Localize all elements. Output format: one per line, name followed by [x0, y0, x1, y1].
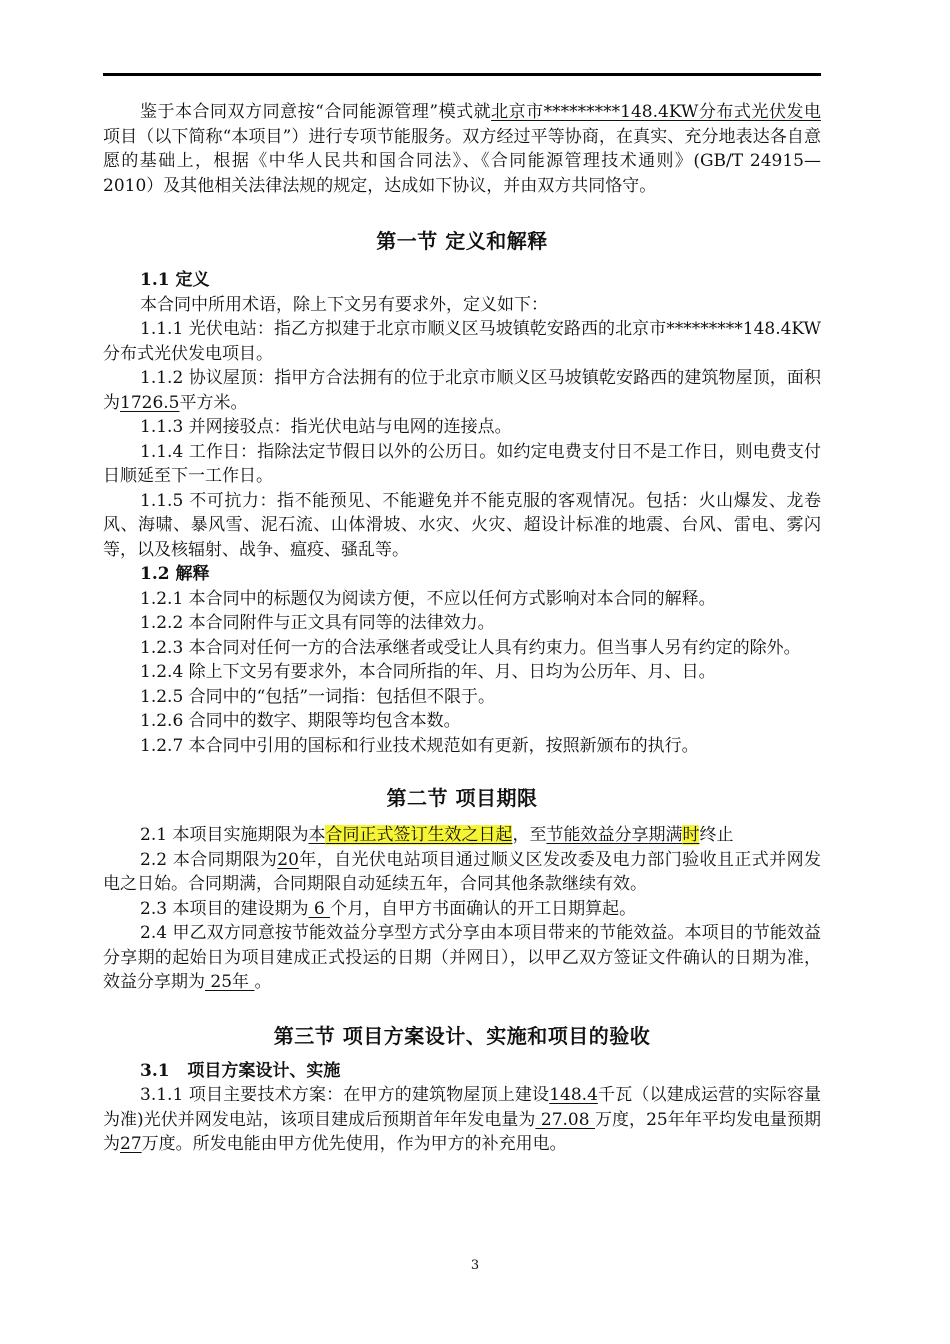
clause-1-1-2: 1.1.2 协议屋顶：指甲方合法拥有的位于北京市顺义区马坡镇乾安路西的建筑物屋顶，面积为1726.5平方米。 [103, 368, 821, 413]
section-2-title: 第二节 项目期限 [386, 786, 538, 810]
capacity-kw: 148.4 [549, 1085, 598, 1105]
clause-2-4: 2.4 甲乙双方同意按节能效益分享型方式分享由本项目带来的节能效益。本项目的节能效益分享期的起始日为项目建成正式投运的日期（并网日），以甲乙双方签证文件确认的日期为准，效益分享期为 25年 。 [103, 923, 821, 992]
page-number: 3 [470, 1258, 480, 1273]
clause-3-1-1: 3.1.1 项目主要技术方案：在甲方的建筑物屋顶上建设148.4千瓦（以建成运营的实际容量为准)光伏并网发电站，该项目建成后预期首年年发电量为 27.08 万度，25年年平均发电量预期为27万度。所发电能由甲方优先使用，作为甲方的补充用电。 [103, 1085, 821, 1154]
page-content [103, 100, 821, 1157]
highlighted-end-term: 时 [682, 825, 700, 845]
intro-paragraph [103, 100, 821, 198]
header-rule [103, 73, 821, 76]
clause-1-2-6: 1.2.6 合同中的数字、期限等均包含本数。 [140, 711, 461, 731]
section-3-title: 第三节 项目方案设计、实施和项目的验收 [273, 1023, 651, 1048]
clause-1-1-1: 1.1.1 光伏电站：指乙方拟建于北京市顺义区马坡镇乾安路西的北京市*********148.4KW分布式光伏发电项目。 [103, 319, 821, 364]
clause-1-2-3: 1.2.3 本合同对任何一方的合法承继者或受让人具有约束力。但当事人另有约定的除外。 [140, 637, 801, 658]
subsection-1-1-heading: 1.1 定义 [140, 270, 210, 290]
first-year-output: 27.08 [535, 1109, 595, 1130]
start-term: 本合同正式签订生效之日起 [308, 825, 513, 845]
definitions-intro: 本合同中所用术语，除上下文另有要求外，定义如下： [140, 294, 548, 315]
clause-2-3: 2.3 本项目的建设期为 6 个月，自甲方书面确认的开工日期算起。 [140, 898, 637, 919]
clause-1-2-7: 1.2.7 本合同中引用的国标和行业技术规范如有更新，按照新颁布的执行。 [140, 735, 699, 756]
intro-text: 鉴于本合同双方同意按“合同能源管理”模式就 [140, 102, 492, 122]
sharing-period: 25年 [205, 972, 255, 992]
clause-1-2-4: 1.2.4 除上下文另有要求外，本合同所指的年、月、日均为公历年、月、日。 [140, 662, 716, 682]
clause-2-1: 2.1 本项目实施期限为本合同正式签订生效之日起，至节能效益分享期满时终止 [140, 825, 734, 845]
intro-text-cont: 项目（以下简称“本项目”）进行专项节能服务。双方经过平等协商，在真实、充分地表达各自意愿的基础上，根据《中华人民共和国合同法》、《合同能源管理技术通则》(GB/T 24915—2010）及其他相关法律法规的规定，达成如下协议，并由双方共同恪守。 [103, 126, 821, 196]
average-output: 27 [120, 1134, 142, 1154]
clause-2-2: 2.2 本合同期限为20年，自光伏电站项目通过顺义区发改委及电力部门验收且正式并网发电之日始。合同期满，合同期限自动延续五年，合同其他条款继续有效。 [103, 849, 821, 894]
clause-1-1-3: 1.1.3 并网接驳点：指光伏电站与电网的连接点。 [140, 417, 512, 437]
roof-area: 1726.5 [120, 392, 180, 413]
clause-1-2-5: 1.2.5 合同中的“包括”一词指：包括但不限于。 [140, 686, 496, 707]
clause-1-1-5: 1.1.5 不可抗力：指不能预见、不能避免并不能克服的客观情况。包括：火山爆发、龙卷风、海啸、暴风雪、泥石流、山体滑坡、水灾、火灾、超设计标准的地震、台风、雷电、雾闪等，以及核辐射、战争、瘟疫、骚乱等。 [103, 490, 821, 560]
project-name: 北京市*********148.4KW分布式光伏发电 [491, 102, 821, 122]
subsection-1-2-heading: 1.2 解释 [140, 564, 210, 584]
clause-1-2-1: 1.2.1 本合同中的标题仅为阅读方便，不应以任何方式影响对本合同的解释。 [140, 588, 716, 609]
contract-years: 20 [277, 849, 299, 870]
section-1-title: 第一节 定义和解释 [376, 229, 548, 253]
construction-months: 6 [308, 898, 331, 919]
highlighted-start-term: 合同正式签订生效之日起 [325, 825, 513, 845]
clause-1-1-4: 1.1.4 工作日：指除法定节假日以外的公历日。如约定电费支付日不是工作日，则电费支付日顺延至下一工作日。 [103, 441, 821, 486]
clause-1-2-2: 1.2.2 本合同附件与正文具有同等的法律效力。 [140, 613, 495, 633]
subsection-3-1-heading: 3.1 项目方案设计、实施 [140, 1060, 341, 1081]
end-term: 节能效益分享期满时 [546, 825, 700, 845]
